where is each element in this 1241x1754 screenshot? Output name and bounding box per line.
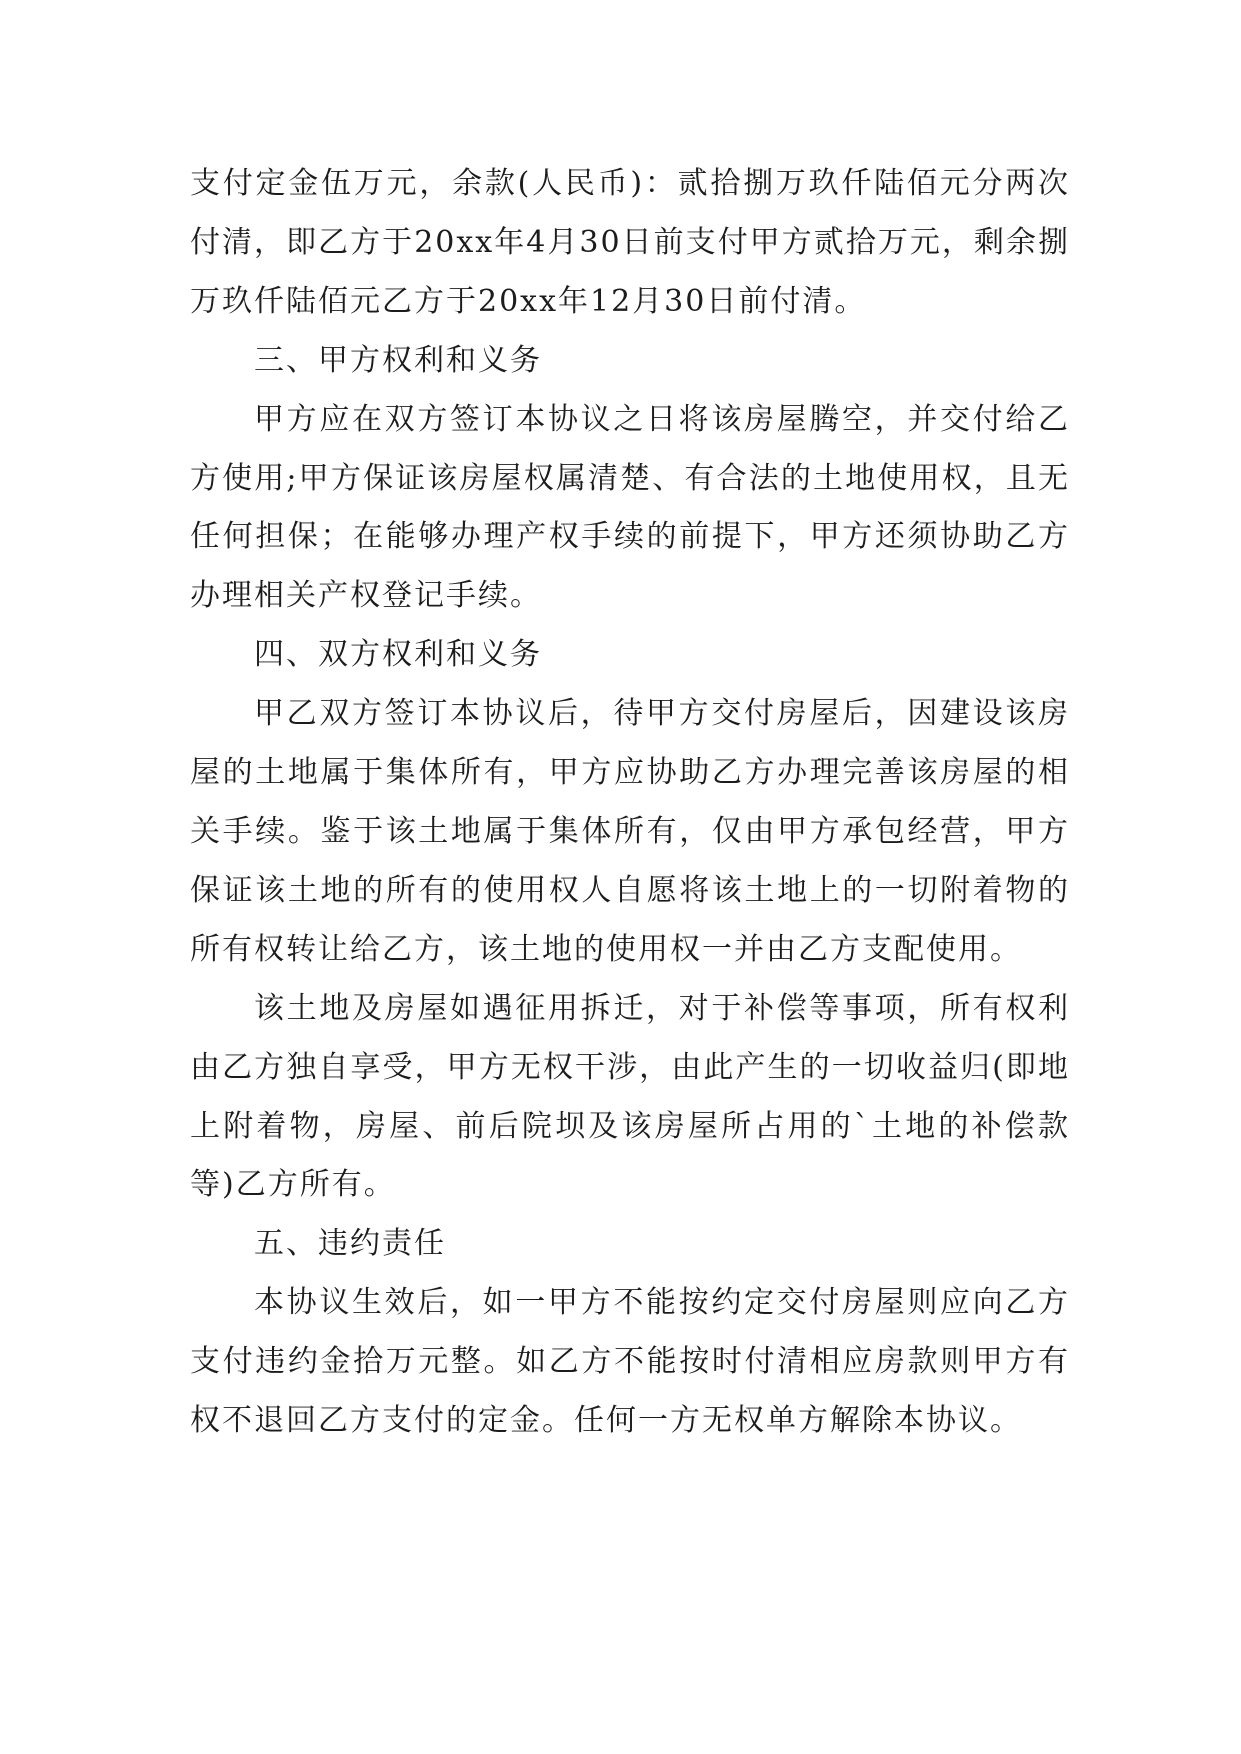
section-heading-mutual-rights: 四、双方权利和义务 — [254, 637, 542, 673]
section-heading-party-a-rights: 三、甲方权利和义务 — [254, 342, 542, 378]
party-a-obligations-paragraph: 甲方应在双方签订本协议之日将该房屋腾空，并交付给乙方使用;甲方保证该房屋权属清楚、有合法的土地使用权，且无任何担保；在能够办理产权手续的前提下，甲方还须协助乙方办理相关产权登记手续。 — [190, 401, 1070, 614]
payment-terms-paragraph: 支付定金伍万元，余款(人民币)：贰拾捌万玖仟陆佰元分两次付清，即乙方于20xx年4月30日前支付甲方贰拾万元，剩余捌万玖仟陆佰元乙方于20xx年12月30日前付清。 — [190, 166, 1070, 319]
section-heading-breach-liability: 五、违约责任 — [254, 1226, 446, 1262]
expropriation-paragraph: 该土地及房屋如遇征用拆迁，对于补偿等事项，所有权利由乙方独自享受，甲方无权干涉，由此产生的一切收益归(即地上附着物，房屋、前后院坝及该房屋所占用的`土地的补偿款等)乙方所有。 — [190, 990, 1070, 1203]
document-body — [190, 155, 1070, 1451]
mutual-obligations-paragraph: 甲乙双方签订本协议后，待甲方交付房屋后，因建设该房屋的土地属于集体所有，甲方应协助乙方办理完善该房屋的相关手续。鉴于该土地属于集体所有，仅由甲方承包经营，甲方保证该土地的所有的使用权人自愿将该土地上的一切附着物的所有权转让给乙方，该土地的使用权一并由乙方支配使用。 — [190, 696, 1070, 967]
breach-liability-paragraph: 本协议生效后，如一甲方不能按约定交付房屋则应向乙方支付违约金拾万元整。如乙方不能按时付清相应房款则甲方有权不退回乙方支付的定金。任何一方无权单方解除本协议。 — [190, 1285, 1070, 1439]
